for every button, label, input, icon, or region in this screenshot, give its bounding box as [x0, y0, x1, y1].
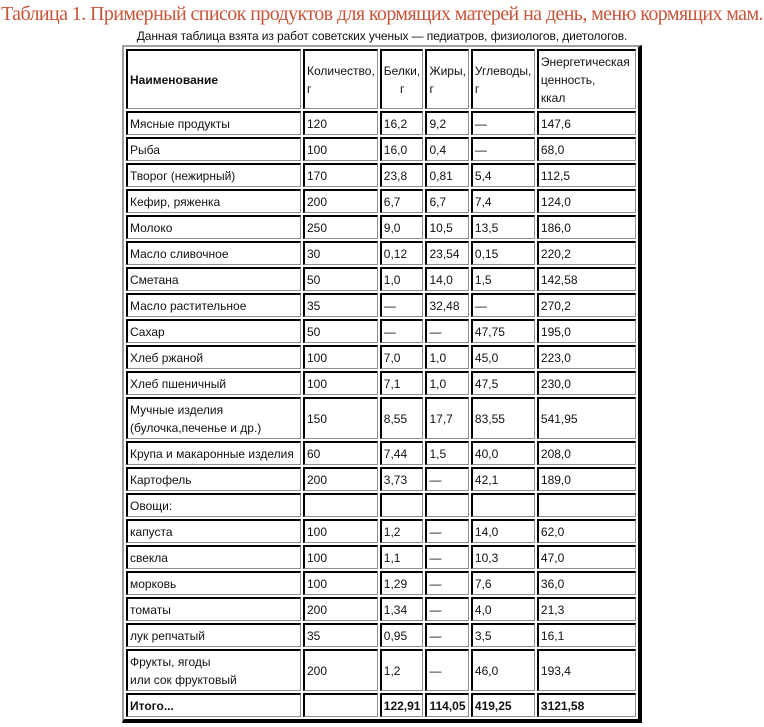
table-row: [126, 189, 636, 213]
cell-energy: 223,0: [537, 345, 636, 369]
cell-quantity: 50: [303, 267, 378, 291]
cell-name: [126, 397, 301, 439]
cell-energy: [537, 493, 636, 517]
cell-carbs: 46,0: [471, 649, 535, 691]
table-row: [126, 623, 636, 647]
cell-name: [126, 597, 301, 621]
header-carbs: [471, 49, 535, 109]
cell-protein: 0,95: [380, 623, 424, 647]
cell-name: [126, 137, 301, 161]
cell-quantity: 60: [303, 441, 378, 465]
cell-name-line: Кефир, ряженка: [130, 194, 221, 209]
cell-quantity: 35: [303, 623, 378, 647]
table-row: [126, 267, 636, 291]
cell-fat: —: [425, 623, 468, 647]
header-protein-unit: г: [399, 81, 405, 96]
table-row: [126, 649, 636, 691]
table-row: [126, 293, 636, 317]
cell-name-line: Сметана: [130, 272, 179, 287]
cell-carbs: 7,4: [471, 189, 535, 213]
cell-energy: 186,0: [537, 215, 636, 239]
cell-name: [126, 467, 301, 491]
cell-fat: 23,54: [425, 241, 468, 265]
cell-fat: 10,5: [425, 215, 468, 239]
cell-name: [126, 215, 301, 239]
cell-name: [126, 293, 301, 317]
cell-carbs: 7,6: [471, 571, 535, 595]
cell-energy: 142,58: [537, 267, 636, 291]
header-fat: [425, 49, 468, 109]
cell-protein: 16,2: [380, 111, 424, 135]
cell-name: [126, 371, 301, 395]
cell-name-line: Фрукты, ягоды: [130, 654, 211, 669]
cell-name: [126, 441, 301, 465]
cell-carbs: 40,0: [471, 441, 535, 465]
cell-protein: 3,73: [380, 467, 424, 491]
cell-carbs: 1,5: [471, 267, 535, 291]
header-energy-line2: ценность,: [540, 72, 596, 87]
cell-carbs: 45,0: [471, 345, 535, 369]
cell-name: [126, 241, 301, 265]
cell-quantity: 50: [303, 319, 378, 343]
cell-quantity: [303, 493, 378, 517]
cell-fat: —: [425, 597, 468, 621]
header-carbs-unit: г: [474, 81, 480, 96]
cell-energy: 68,0: [537, 137, 636, 161]
cell-protein: 9,0: [380, 215, 424, 239]
cell-quantity: 35: [303, 293, 378, 317]
cell-quantity: 250: [303, 215, 378, 239]
cell-energy: 21,3: [537, 597, 636, 621]
cell-protein: 23,8: [380, 163, 424, 187]
header-fat-unit: г: [429, 81, 434, 96]
cell-fat: 1,0: [425, 345, 468, 369]
header-energy: [537, 49, 636, 109]
cell-fat: —: [425, 467, 468, 491]
cell-fat: —: [425, 545, 468, 569]
table-row: [126, 371, 636, 395]
cell-carbs: —: [471, 137, 535, 161]
cell-fat: —: [425, 571, 468, 595]
cell-protein: 0,12: [380, 241, 424, 265]
cell-energy: 541,95: [537, 397, 636, 439]
cell-name-line: Крупа и макаронные изделия: [130, 446, 294, 461]
cell-fat: —: [425, 519, 468, 543]
cell-name-line: томаты: [130, 602, 171, 617]
cell-quantity: 100: [303, 137, 378, 161]
cell-fat: 6,7: [425, 189, 468, 213]
total-protein: 122,91: [380, 693, 424, 717]
cell-quantity: 100: [303, 371, 378, 395]
header-energy-unit: ккал: [540, 90, 566, 105]
cell-name-line: Рыба: [130, 142, 160, 157]
cell-protein: 7,1: [380, 371, 424, 395]
cell-energy: 220,2: [537, 241, 636, 265]
cell-name: [126, 493, 301, 517]
cell-name-line: Мясные продукты: [130, 116, 230, 131]
table-caption: Данная таблица взята из работ советских ученых — педиатров, физиологов, диетологов.: [136, 29, 628, 43]
cell-energy: 195,0: [537, 319, 636, 343]
header-carbs-line: Углеводы,: [474, 63, 532, 78]
cell-fat: —: [425, 319, 468, 343]
cell-protein: 1,29: [380, 571, 424, 595]
cell-name-line: Масло растительное: [130, 298, 247, 313]
cell-carbs: 42,1: [471, 467, 535, 491]
cell-name-line: лук репчатый: [130, 628, 205, 643]
table-row: [126, 493, 636, 517]
cell-energy: 124,0: [537, 189, 636, 213]
table-row: [126, 397, 636, 439]
cell-protein: 8,55: [380, 397, 424, 439]
cell-quantity: 100: [303, 545, 378, 569]
cell-energy: 62,0: [537, 519, 636, 543]
cell-fat: —: [425, 649, 468, 691]
cell-name-line: Творог (нежирный): [130, 168, 236, 183]
cell-carbs: 47,5: [471, 371, 535, 395]
total-fat: 114,05: [425, 693, 468, 717]
table-row: [126, 519, 636, 543]
cell-fat: 0,4: [425, 137, 468, 161]
header-protein-line: Белки,: [383, 63, 421, 78]
cell-protein: —: [380, 293, 424, 317]
cell-name: [126, 163, 301, 187]
cell-carbs: 14,0: [471, 519, 535, 543]
cell-name-line: (булочка,печенье и др.): [130, 420, 262, 435]
cell-fat: 14,0: [425, 267, 468, 291]
cell-name-line: или сок фруктовый: [130, 672, 237, 687]
cell-carbs: 47,75: [471, 319, 535, 343]
cell-name-line: морковь: [130, 576, 177, 591]
cell-name-line: Картофель: [130, 472, 192, 487]
header-quantity-line: Количество,: [307, 63, 375, 78]
cell-quantity: 150: [303, 397, 378, 439]
table-row: [126, 345, 636, 369]
cell-fat: 17,7: [425, 397, 468, 439]
cell-carbs: [471, 493, 535, 517]
cell-quantity: 200: [303, 597, 378, 621]
cell-energy: 208,0: [537, 441, 636, 465]
nutrition-table: [122, 45, 642, 723]
cell-name: [126, 545, 301, 569]
table-row: [126, 467, 636, 491]
cell-name: [126, 267, 301, 291]
cell-name: [126, 189, 301, 213]
cell-name-line: Молоко: [130, 220, 173, 235]
cell-name: [126, 345, 301, 369]
cell-energy: 189,0: [537, 467, 636, 491]
cell-quantity: 30: [303, 241, 378, 265]
cell-fat: 9,2: [425, 111, 468, 135]
table-row: [126, 319, 636, 343]
cell-fat: 0,81: [425, 163, 468, 187]
cell-name: [126, 571, 301, 595]
page-title: Таблица 1. Примерный список продуктов для кормящих матерей на день, меню кормящих мам.: [1, 3, 763, 25]
cell-protein: 1,0: [380, 267, 424, 291]
cell-fat: [425, 493, 468, 517]
header-quantity: [303, 49, 378, 109]
cell-fat: 32,48: [425, 293, 468, 317]
cell-quantity: 100: [303, 345, 378, 369]
cell-energy: 112,5: [537, 163, 636, 187]
total-quantity: [303, 693, 378, 717]
table-row: [126, 111, 636, 135]
cell-energy: 47,0: [537, 545, 636, 569]
cell-carbs: 3,5: [471, 623, 535, 647]
cell-name-line: Сахар: [130, 324, 165, 339]
cell-name: [126, 623, 301, 647]
cell-quantity: 100: [303, 519, 378, 543]
cell-name: [126, 319, 301, 343]
cell-energy: 16,1: [537, 623, 636, 647]
cell-name-line: Масло сливочное: [130, 246, 229, 261]
cell-energy: 230,0: [537, 371, 636, 395]
table-row: [126, 441, 636, 465]
cell-name-line: Мучные изделия: [130, 402, 224, 417]
cell-protein: 1,2: [380, 649, 424, 691]
cell-protein: —: [380, 319, 424, 343]
cell-fat: 1,5: [425, 441, 468, 465]
total-row: [126, 693, 636, 717]
cell-carbs: 13,5: [471, 215, 535, 239]
header-name-label: Наименование: [130, 72, 219, 87]
header-fat-line: Жиры,: [429, 63, 466, 78]
cell-protein: 16,0: [380, 137, 424, 161]
cell-quantity: 100: [303, 571, 378, 595]
cell-energy: 270,2: [537, 293, 636, 317]
cell-carbs: —: [471, 111, 535, 135]
cell-name-line: свекла: [130, 550, 168, 565]
header-quantity-unit: г: [307, 81, 312, 96]
cell-protein: 1,2: [380, 519, 424, 543]
cell-carbs: 10,3: [471, 545, 535, 569]
cell-energy: 193,4: [537, 649, 636, 691]
cell-carbs: —: [471, 293, 535, 317]
cell-protein: 1,34: [380, 597, 424, 621]
cell-protein: 1,1: [380, 545, 424, 569]
cell-protein: 7,44: [380, 441, 424, 465]
cell-name-line: Хлеб ржаной: [130, 350, 204, 365]
cell-name: [126, 649, 301, 691]
cell-quantity: 200: [303, 189, 378, 213]
table-row: [126, 571, 636, 595]
cell-name-line: Овощи:: [130, 498, 173, 513]
cell-fat: 1,0: [425, 371, 468, 395]
total-energy: 3121,58: [537, 693, 636, 717]
table-row: [126, 215, 636, 239]
table-header-row: [126, 49, 636, 109]
header-energy-line1: Энергетическая: [540, 54, 630, 69]
cell-quantity: 200: [303, 649, 378, 691]
cell-name: [126, 519, 301, 543]
cell-quantity: 120: [303, 111, 378, 135]
cell-carbs: 83,55: [471, 397, 535, 439]
table-row: [126, 597, 636, 621]
total-label: Итого...: [126, 693, 301, 717]
cell-carbs: 5,4: [471, 163, 535, 187]
table-row: [126, 163, 636, 187]
table-row: [126, 137, 636, 161]
cell-energy: 36,0: [537, 571, 636, 595]
cell-energy: 147,6: [537, 111, 636, 135]
cell-carbs: 0,15: [471, 241, 535, 265]
cell-name-line: капуста: [130, 524, 173, 539]
cell-name-line: Хлеб пшеничный: [130, 376, 227, 391]
header-name: [126, 49, 301, 109]
cell-name: [126, 111, 301, 135]
cell-protein: 7,0: [380, 345, 424, 369]
cell-carbs: 4,0: [471, 597, 535, 621]
table-row: [126, 241, 636, 265]
total-carbs: 419,25: [471, 693, 535, 717]
cell-quantity: 170: [303, 163, 378, 187]
header-protein: [380, 49, 424, 109]
cell-quantity: 200: [303, 467, 378, 491]
cell-protein: 6,7: [380, 189, 424, 213]
table-row: [126, 545, 636, 569]
cell-protein: [380, 493, 424, 517]
